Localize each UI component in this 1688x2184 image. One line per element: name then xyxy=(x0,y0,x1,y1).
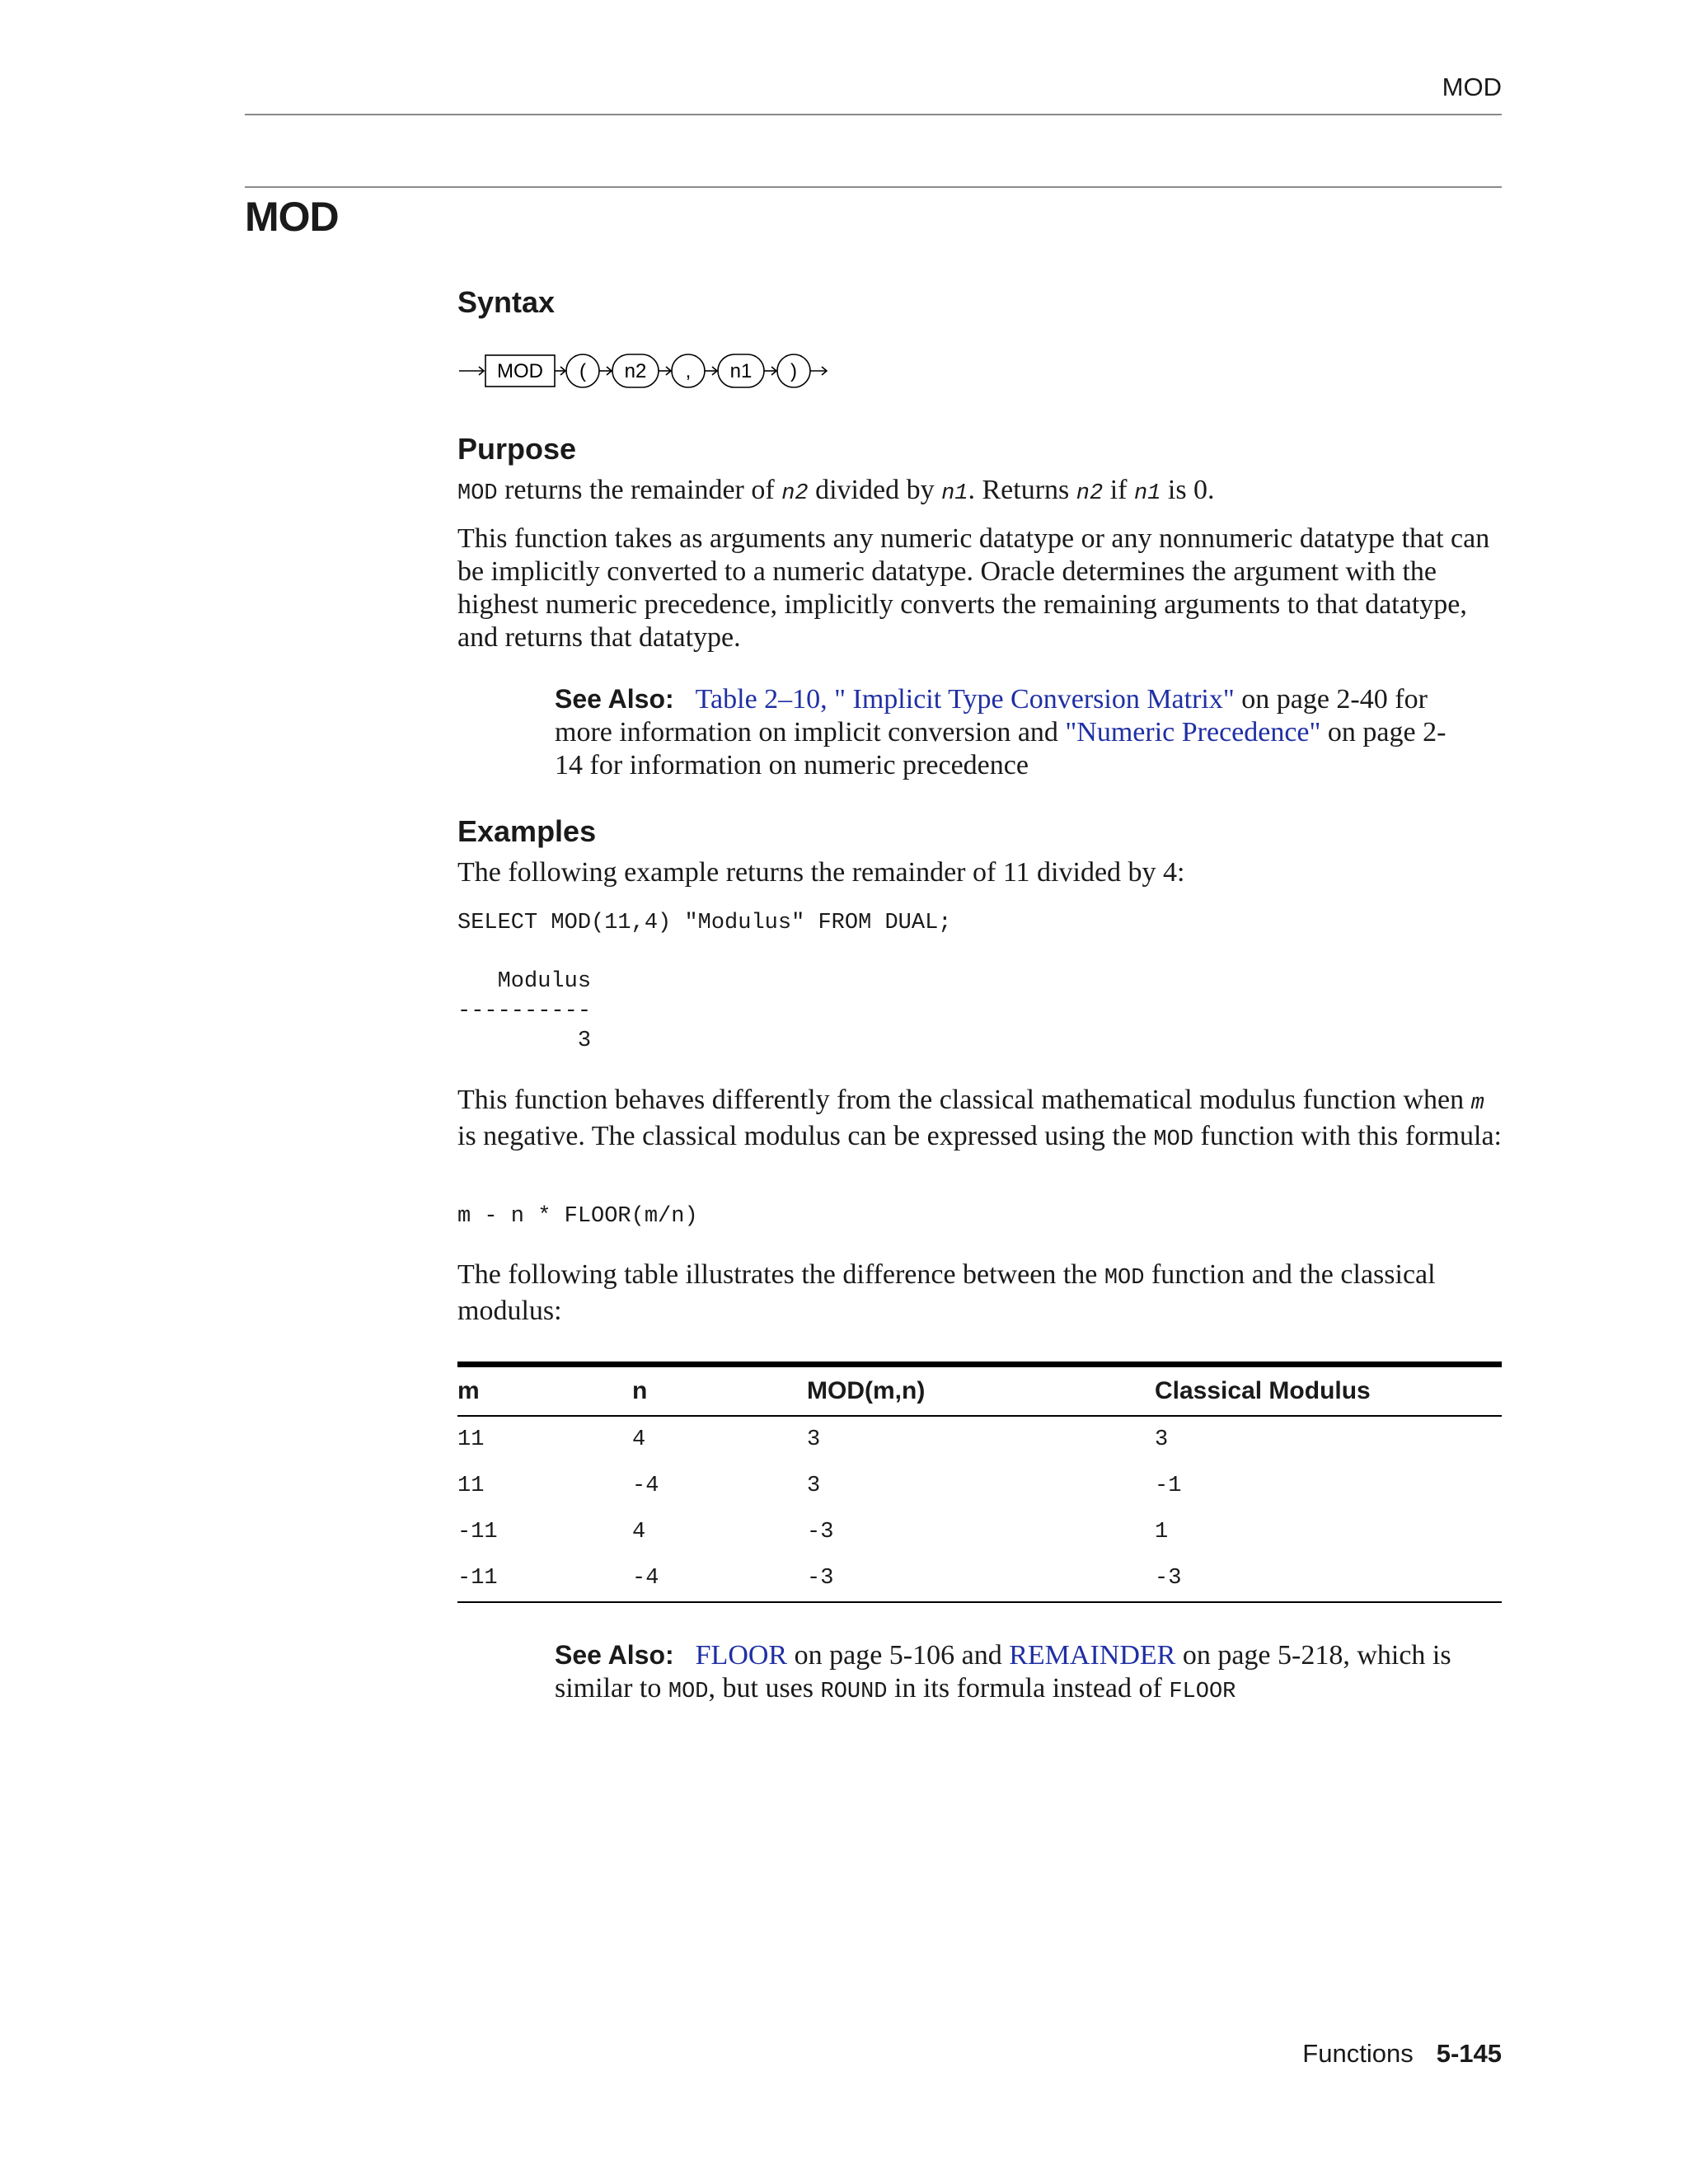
code-mod: MOD xyxy=(668,1680,709,1704)
see-also-note-2: See Also: FLOOR on page 5-106 and REMAINDER on page 5-218, which is similar to MOD, but uses ROUND in its formula instead of FLOOR xyxy=(555,1640,1451,1704)
cell-n: 4 xyxy=(632,1427,646,1452)
link-numeric-precedence[interactable]: "Numeric Precedence" xyxy=(1065,717,1321,748)
example-code: SELECT MOD(11,4) "Modulus" FROM DUAL; xyxy=(457,911,952,935)
purpose-paragraph-1: MOD returns the remainder of n2 divided by n1. Returns n2 if n1 is 0. xyxy=(457,475,1215,506)
example-output: Modulus ---------- 3 xyxy=(457,969,592,1053)
column-header-m: m xyxy=(457,1365,632,1417)
var-n2: n2 xyxy=(781,481,809,506)
see-also-note-1: See Also: Table 2–10, " Implicit Type Conversion Matrix" on page 2-40 for more information on implicit conversion and "Numeric Precedence" on page 2-14 for information on numeric precedence xyxy=(555,684,1447,780)
purpose-heading: Purpose xyxy=(457,432,577,466)
page-title: MOD xyxy=(245,194,339,240)
cell-n: -4 xyxy=(632,1474,659,1498)
column-header-mod: MOD(m,n) xyxy=(807,1365,1155,1417)
cell-m: -11 xyxy=(457,1555,632,1602)
cell-n: -4 xyxy=(632,1555,807,1602)
cell-m: -11 xyxy=(457,1520,498,1544)
title-rule xyxy=(245,186,1502,188)
syntax-rparen: ) xyxy=(790,360,797,382)
table-row xyxy=(457,1463,1502,1509)
code-mod: MOD xyxy=(457,481,498,506)
link-floor[interactable]: FLOOR xyxy=(695,1640,788,1671)
cell-m: 11 xyxy=(457,1427,485,1452)
table-row xyxy=(457,1555,1502,1602)
cell-classical: 1 xyxy=(1155,1520,1169,1544)
syntax-keyword: MOD xyxy=(497,360,543,382)
code-mod: MOD xyxy=(1153,1127,1194,1152)
see-also-label: See Also: xyxy=(555,684,674,714)
cell-classical: 3 xyxy=(1155,1427,1169,1452)
examples-paragraph-4: The following table illustrates the difference between the MOD function and the classical modulus: xyxy=(457,1259,1436,1326)
code-round: ROUND xyxy=(820,1680,888,1704)
link-implicit-conversion-matrix[interactable]: Table 2–10, " Implicit Type Conversion Matrix" xyxy=(695,684,1235,715)
column-header-classical: Classical Modulus xyxy=(1155,1365,1502,1417)
purpose-paragraph-2: This function takes as arguments any numeric datatype or any nonnumeric datatype that can be implicitly converted to a numeric datatype. Oracle determines the argument with the highest numeric precedence, implicitly converts the remaining arguments to that datatype, and returns that datatype. xyxy=(457,523,1490,653)
var-m: m xyxy=(1470,1091,1484,1116)
var-n1: n1 xyxy=(941,481,968,506)
cell-mod: 3 xyxy=(807,1427,821,1452)
table-row xyxy=(457,1416,1502,1463)
table-row xyxy=(457,1509,1502,1555)
link-remainder[interactable]: REMAINDER xyxy=(1009,1640,1176,1671)
syntax-heading: Syntax xyxy=(457,285,556,319)
footer-page-number: 5-145 xyxy=(1436,2039,1502,2068)
cell-classical: -3 xyxy=(1155,1555,1502,1602)
see-also-label: See Also: xyxy=(555,1640,674,1670)
header-rule xyxy=(245,114,1502,115)
column-header-n: n xyxy=(632,1365,807,1417)
examples-intro: The following example returns the remainder of 11 divided by 4: xyxy=(457,857,1185,888)
cell-mod: 3 xyxy=(807,1474,821,1498)
footer-section: Functions xyxy=(1302,2039,1414,2068)
code-mod: MOD xyxy=(1104,1266,1145,1291)
table-header-row xyxy=(457,1365,1502,1417)
syntax-lparen: ( xyxy=(579,360,586,382)
cell-n: 4 xyxy=(632,1520,646,1544)
syntax-arg-n2: n2 xyxy=(624,360,647,382)
cell-mod: -3 xyxy=(807,1520,834,1544)
page-footer xyxy=(1302,2039,1502,2069)
mod-comparison-table xyxy=(457,1361,1502,1603)
var-n2: n2 xyxy=(1076,481,1104,506)
cell-m: 11 xyxy=(457,1474,485,1498)
syntax-diagram xyxy=(457,350,853,391)
formula-code: m - n * FLOOR(m/n) xyxy=(457,1204,698,1229)
cell-mod: -3 xyxy=(807,1555,1155,1602)
syntax-arg-n1: n1 xyxy=(729,360,753,382)
code-floor: FLOOR xyxy=(1169,1680,1236,1704)
var-n1: n1 xyxy=(1133,481,1161,506)
examples-heading: Examples xyxy=(457,814,597,848)
cell-classical: -1 xyxy=(1155,1474,1182,1498)
syntax-comma: , xyxy=(685,360,692,382)
running-header: MOD xyxy=(1442,73,1502,101)
examples-paragraph-3: This function behaves differently from the classical mathematical modulus function when m is negative. The classical modulus can be expressed using the MOD function with this formula: xyxy=(457,1085,1502,1152)
